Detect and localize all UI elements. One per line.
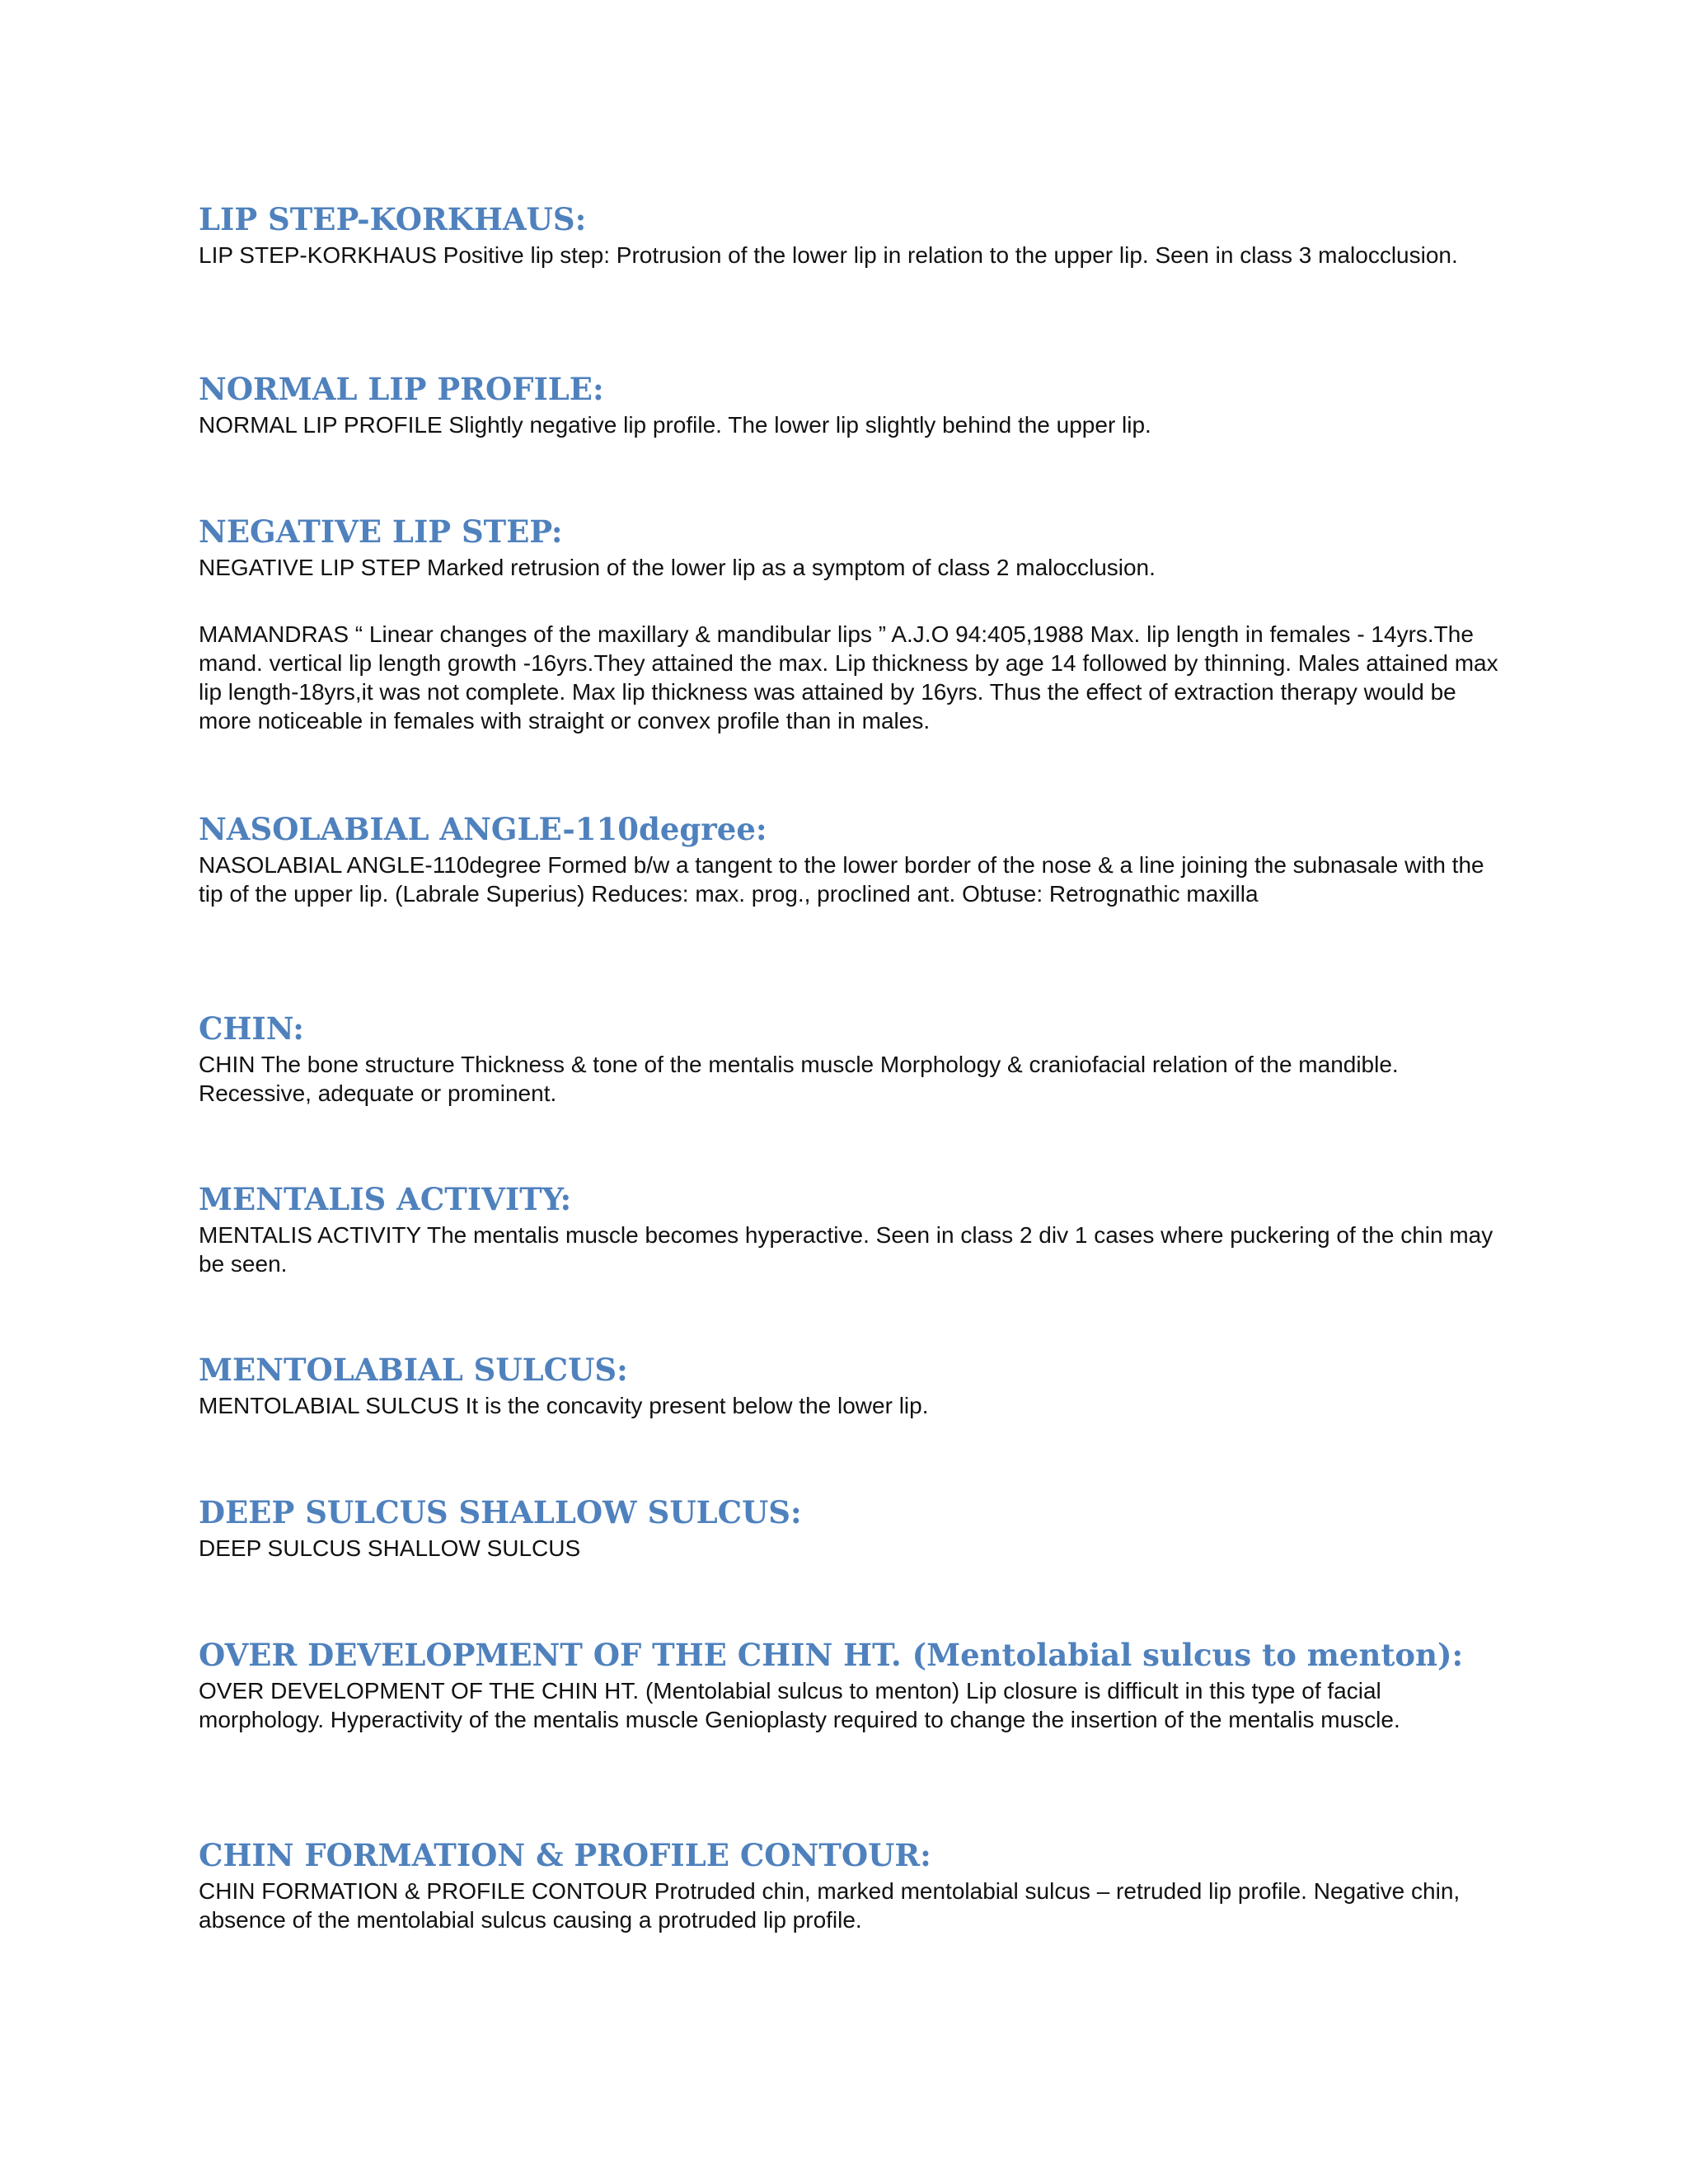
- section-body: DEEP SULCUS SHALLOW SULCUS: [199, 1535, 581, 1561]
- section-heading: NASOLABIAL ANGLE-110degree:: [199, 811, 767, 847]
- section-heading: LIP STEP-KORKHAUS:: [199, 201, 587, 237]
- section-heading: NEGATIVE LIP STEP:: [199, 513, 563, 550]
- section-body: NASOLABIAL ANGLE-110degree Formed b/w a tangent to the lower border of the nose & a line joining the subnasale with the tip of the upper lip. (Labrale Superius) Reduces: max. prog., proclined ant. Obtuse: Retrognathic maxilla: [199, 852, 1484, 907]
- section-chin: [199, 1010, 1501, 1108]
- section-body: CHIN FORMATION & PROFILE CONTOUR Protruded chin, marked mentolabial sulcus – retruded lip profile. Negative chin, absence of the mentolabial sulcus causing a protruded lip profile.: [199, 1878, 1461, 1933]
- section-body: LIP STEP-KORKHAUS Positive lip step: Protrusion of the lower lip in relation to the upper lip. Seen in class 3 malocclusion.: [199, 242, 1458, 268]
- section-heading: CHIN FORMATION & PROFILE CONTOUR:: [199, 1837, 931, 1873]
- section-mentolabial-sulcus: [199, 1352, 1501, 1420]
- section-body: NEGATIVE LIP STEP Marked retrusion of the lower lip as a symptom of class 2 malocclusion.: [199, 555, 1156, 580]
- section-normal-lip-profile: [199, 371, 1501, 439]
- section-heading: OVER DEVELOPMENT OF THE CHIN HT. (Mentolabial sulcus to menton):: [199, 1637, 1464, 1673]
- section-heading: MENTOLABIAL SULCUS:: [199, 1352, 628, 1388]
- section-heading: DEEP SULCUS SHALLOW SULCUS:: [199, 1494, 802, 1530]
- section-heading: CHIN:: [199, 1010, 304, 1047]
- section-over-development-chin: [199, 1637, 1501, 1734]
- section-chin-formation-profile: [199, 1837, 1501, 1934]
- section-heading: NORMAL LIP PROFILE:: [199, 371, 604, 407]
- section-body: MENTOLABIAL SULCUS It is the concavity present below the lower lip.: [199, 1393, 929, 1418]
- section-lip-step-korkhaus: [199, 201, 1501, 269]
- section-nasolabial-angle: [199, 811, 1501, 908]
- section-body: NORMAL LIP PROFILE Slightly negative lip profile. The lower lip slightly behind the upper lip.: [199, 412, 1151, 438]
- section-body: MENTALIS ACTIVITY The mentalis muscle becomes hyperactive. Seen in class 2 div 1 cases where puckering of the chin may be seen.: [199, 1222, 1493, 1277]
- section-negative-lip-step: [199, 513, 1501, 735]
- section-body: OVER DEVELOPMENT OF THE CHIN HT. (Mentolabial sulcus to menton) Lip closure is difficult in this type of facial morphology. Hyperactivity of the mentalis muscle Genioplasty required to change the insertion of the mentalis muscle.: [199, 1678, 1400, 1732]
- section-deep-shallow-sulcus: [199, 1494, 1501, 1563]
- mamandras-paragraph: MAMANDRAS “ Linear changes of the maxillary & mandibular lips ” A.J.O 94:405,1988 Max. lip length in females - 14yrs.The mand. vertical lip length growth -16yrs.They attained the max. Lip thickness by age 14 followed by thinning. Males attained max lip length-18yrs,it was not complete. Max lip thickness was attained by 16yrs. Thus the effect of extraction therapy would be more noticeable in females with straight or convex profile than in males.: [199, 621, 1498, 733]
- section-heading: MENTALIS ACTIVITY:: [199, 1181, 572, 1217]
- section-mentalis-activity: [199, 1181, 1501, 1278]
- section-body: CHIN The bone structure Thickness & tone of the mentalis muscle Morphology & craniofacial relation of the mandible. Recessive, adequate or prominent.: [199, 1052, 1399, 1106]
